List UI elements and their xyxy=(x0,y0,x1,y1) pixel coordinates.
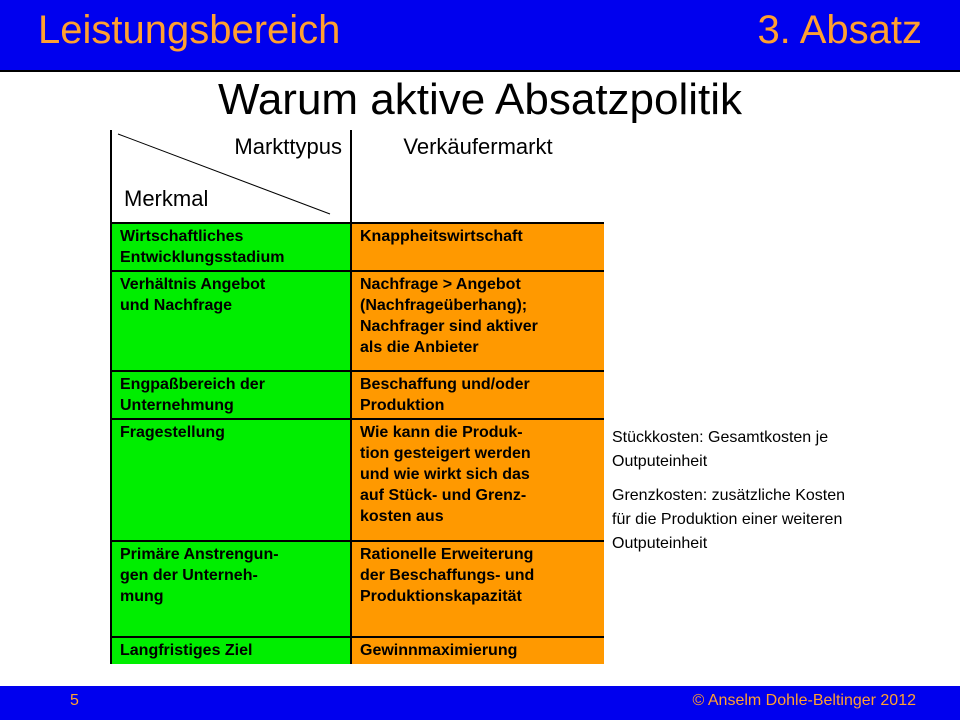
table-row xyxy=(110,270,604,370)
row-value-line: kosten aus xyxy=(360,508,444,525)
row-value-line: der Beschaffungs- und xyxy=(360,567,535,584)
table-row xyxy=(110,418,604,540)
row-value-line: auf Stück- und Grenz- xyxy=(360,487,527,504)
note-line: Grenzkosten: zusätzliche Kosten xyxy=(612,487,846,504)
row-label-line: Verhältnis Angebot xyxy=(120,276,266,293)
copyright-notice: © Anselm Dohle-Beltinger 2012 xyxy=(692,692,916,709)
row-label-line: und Nachfrage xyxy=(120,297,233,314)
row-value-cell xyxy=(352,270,604,370)
row-label-cell xyxy=(110,540,352,636)
row-label-line: Engpaßbereich der xyxy=(120,376,265,393)
row-label-line: Wirtschaftliches xyxy=(120,228,244,245)
row-value-line: Gewinnmaximierung xyxy=(360,642,518,659)
row-value-cell xyxy=(352,540,604,636)
table-row xyxy=(110,636,604,664)
row-value-line: Knappheitswirtschaft xyxy=(360,228,523,245)
header-verkaeufermarkt-cell xyxy=(352,130,604,222)
row-label-cell xyxy=(110,222,352,270)
comparison-table xyxy=(110,130,604,664)
row-value-cell xyxy=(352,222,604,270)
row-value-line: Produktion xyxy=(360,397,445,414)
note-grenzkosten xyxy=(612,484,845,556)
row-label-line: gen der Unterneh- xyxy=(120,567,258,584)
chapter-title: 3. Absatz xyxy=(757,8,922,52)
row-value-line: Rationelle Erweiterung xyxy=(360,546,534,563)
section-title: Leistungsbereich xyxy=(38,8,341,52)
note-line: für die Produktion einer weiteren xyxy=(612,511,843,528)
row-value-line: tion gesteigert werden xyxy=(360,445,531,462)
table-header-row xyxy=(110,130,604,222)
row-label-line: Fragestellung xyxy=(120,424,225,441)
row-label-cell xyxy=(110,418,352,540)
footer-bar xyxy=(0,686,960,720)
note-stueckkosten xyxy=(612,426,828,474)
row-label-cell xyxy=(110,370,352,418)
row-value-line: Wie kann die Produk- xyxy=(360,424,523,441)
note-line: Outputeinheit xyxy=(612,453,708,470)
table-row xyxy=(110,370,604,418)
row-value-cell xyxy=(352,418,604,540)
row-label-line: mung xyxy=(120,588,164,605)
row-label-cell xyxy=(110,636,352,664)
row-value-line: als die Anbieter xyxy=(360,339,479,356)
header-merkmal: Merkmal xyxy=(124,186,209,211)
table-row xyxy=(110,222,604,270)
row-value-line: Produktionskapazität xyxy=(360,588,522,605)
row-label-line: Primäre Anstrengun- xyxy=(120,546,279,563)
header-corner-cell xyxy=(110,130,352,222)
row-value-line: (Nachfrageüberhang); xyxy=(360,297,528,314)
row-value-line: Nachfrager sind aktiver xyxy=(360,318,538,335)
header-bar xyxy=(0,0,960,72)
column-header: Verkäufermarkt xyxy=(403,134,553,159)
row-label-line: Langfristiges Ziel xyxy=(120,642,253,659)
note-line: Outputeinheit xyxy=(612,535,708,552)
note-line: Stückkosten: Gesamtkosten je xyxy=(612,429,829,446)
row-label-line: Unternehmung xyxy=(120,397,234,414)
row-value-cell xyxy=(352,636,604,664)
table-row xyxy=(110,540,604,636)
header-markttypus: Markttypus xyxy=(234,134,342,159)
row-label-line: Entwicklungsstadium xyxy=(120,249,285,266)
row-value-line: Beschaffung und/oder xyxy=(360,376,530,393)
row-value-cell xyxy=(352,370,604,418)
slide-title: Warum aktive Absatzpolitik xyxy=(217,75,743,124)
row-value-line: und wie wirkt sich das xyxy=(360,466,530,483)
row-label-cell xyxy=(110,270,352,370)
row-value-line: Nachfrage > Angebot xyxy=(360,276,521,293)
page-number: 5 xyxy=(70,692,79,709)
